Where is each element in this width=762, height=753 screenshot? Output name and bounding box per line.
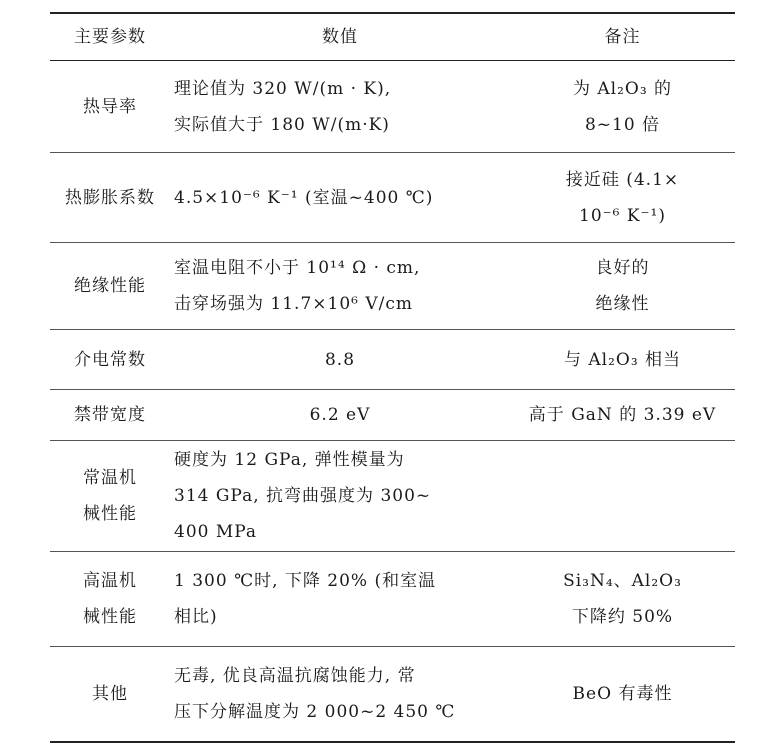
row-value-cell xyxy=(170,153,510,243)
header-value: 数值 xyxy=(170,13,510,61)
row-param-cell xyxy=(50,243,170,330)
row-note-cell xyxy=(510,330,735,390)
row-param-cell xyxy=(50,330,170,390)
row-value-line: 实际值大于 180 W/(m·K) xyxy=(174,114,390,135)
row-value-line: 室温电阻不小于 10¹⁴ Ω · cm, xyxy=(174,258,421,278)
table-row xyxy=(50,647,735,742)
header-note: 备注 xyxy=(510,13,735,61)
row-note-line: Si₃N₄、Al₂O₃ xyxy=(563,571,682,591)
row-param-cell xyxy=(50,61,170,153)
row-param-cell xyxy=(50,441,170,552)
row-value-cell xyxy=(170,61,510,153)
row-value-line: 314 GPa, 抗弯曲强度为 300~ xyxy=(174,486,432,506)
row-note-cell xyxy=(510,243,735,330)
row-param-line: 热膨胀系数 xyxy=(65,187,155,208)
row-param-line: 介电常数 xyxy=(74,349,146,370)
row-param-line: 常温机 xyxy=(83,468,137,488)
row-value-line: 1 300 ℃时, 下降 20% (和室温 xyxy=(174,571,437,591)
row-value-cell xyxy=(170,243,510,330)
row-note-line: 下降约 50% xyxy=(571,607,674,627)
header-param: 主要参数 xyxy=(50,13,170,61)
table-body xyxy=(50,61,735,742)
row-param-line: 械性能 xyxy=(83,504,137,524)
row-param-line: 其他 xyxy=(92,683,128,704)
row-note-cell xyxy=(510,61,735,153)
row-note-line: 8~10 倍 xyxy=(584,114,661,135)
row-note-line: 高于 GaN 的 3.39 eV xyxy=(528,405,717,425)
table-row xyxy=(50,243,735,330)
row-note-cell xyxy=(510,390,735,441)
row-param-cell xyxy=(50,153,170,243)
header-row xyxy=(50,13,735,61)
row-value-cell xyxy=(170,390,510,441)
row-param-cell xyxy=(50,647,170,742)
row-value-cell xyxy=(170,647,510,742)
row-value-cell xyxy=(170,552,510,647)
row-param-cell xyxy=(50,390,170,441)
row-value-line: 4.5×10⁻⁶ K⁻¹ (室温~400 ℃) xyxy=(174,187,434,208)
row-value-line: 400 MPa xyxy=(174,522,258,542)
row-param-line: 械性能 xyxy=(83,607,137,627)
table-header xyxy=(50,13,735,61)
row-note-line: 10⁻⁶ K⁻¹) xyxy=(579,205,666,226)
row-param-cell xyxy=(50,552,170,647)
row-value-line: 相比) xyxy=(174,607,218,627)
table-row xyxy=(50,552,735,647)
row-value-line: 压下分解温度为 2 000~2 450 ℃ xyxy=(174,701,456,722)
row-value-line: 硬度为 12 GPa, 弹性模量为 xyxy=(174,450,405,470)
row-value-line: 理论值为 320 W/(m · K), xyxy=(174,78,392,99)
row-value-line: 击穿场强为 11.7×10⁶ V/cm xyxy=(174,294,413,314)
properties-table xyxy=(50,12,735,743)
row-value-line: 8.8 xyxy=(324,349,356,370)
table-row xyxy=(50,390,735,441)
row-value-cell xyxy=(170,441,510,552)
row-note-cell xyxy=(510,552,735,647)
row-value-cell xyxy=(170,330,510,390)
row-note-line: 为 Al₂O₃ 的 xyxy=(572,78,673,99)
row-note-cell xyxy=(510,153,735,243)
row-note-line: 绝缘性 xyxy=(595,294,650,314)
row-note-line: BeO 有毒性 xyxy=(572,683,673,704)
row-param-line: 禁带宽度 xyxy=(74,405,146,425)
row-note-line: 与 Al₂O₃ 相当 xyxy=(563,349,682,370)
row-param-line: 绝缘性能 xyxy=(74,276,146,296)
row-param-line: 高温机 xyxy=(83,571,137,591)
row-note-cell xyxy=(510,647,735,742)
table-row xyxy=(50,330,735,390)
table-row xyxy=(50,153,735,243)
row-value-line: 6.2 eV xyxy=(309,405,371,425)
row-param-line: 热导率 xyxy=(83,96,137,117)
row-note-line: 良好的 xyxy=(595,258,650,278)
table-row xyxy=(50,441,735,552)
row-note-cell xyxy=(510,441,735,552)
table-row xyxy=(50,61,735,153)
row-value-line: 无毒, 优良高温抗腐蚀能力, 常 xyxy=(174,665,416,686)
row-note-line: 接近硅 (4.1× xyxy=(565,169,680,190)
